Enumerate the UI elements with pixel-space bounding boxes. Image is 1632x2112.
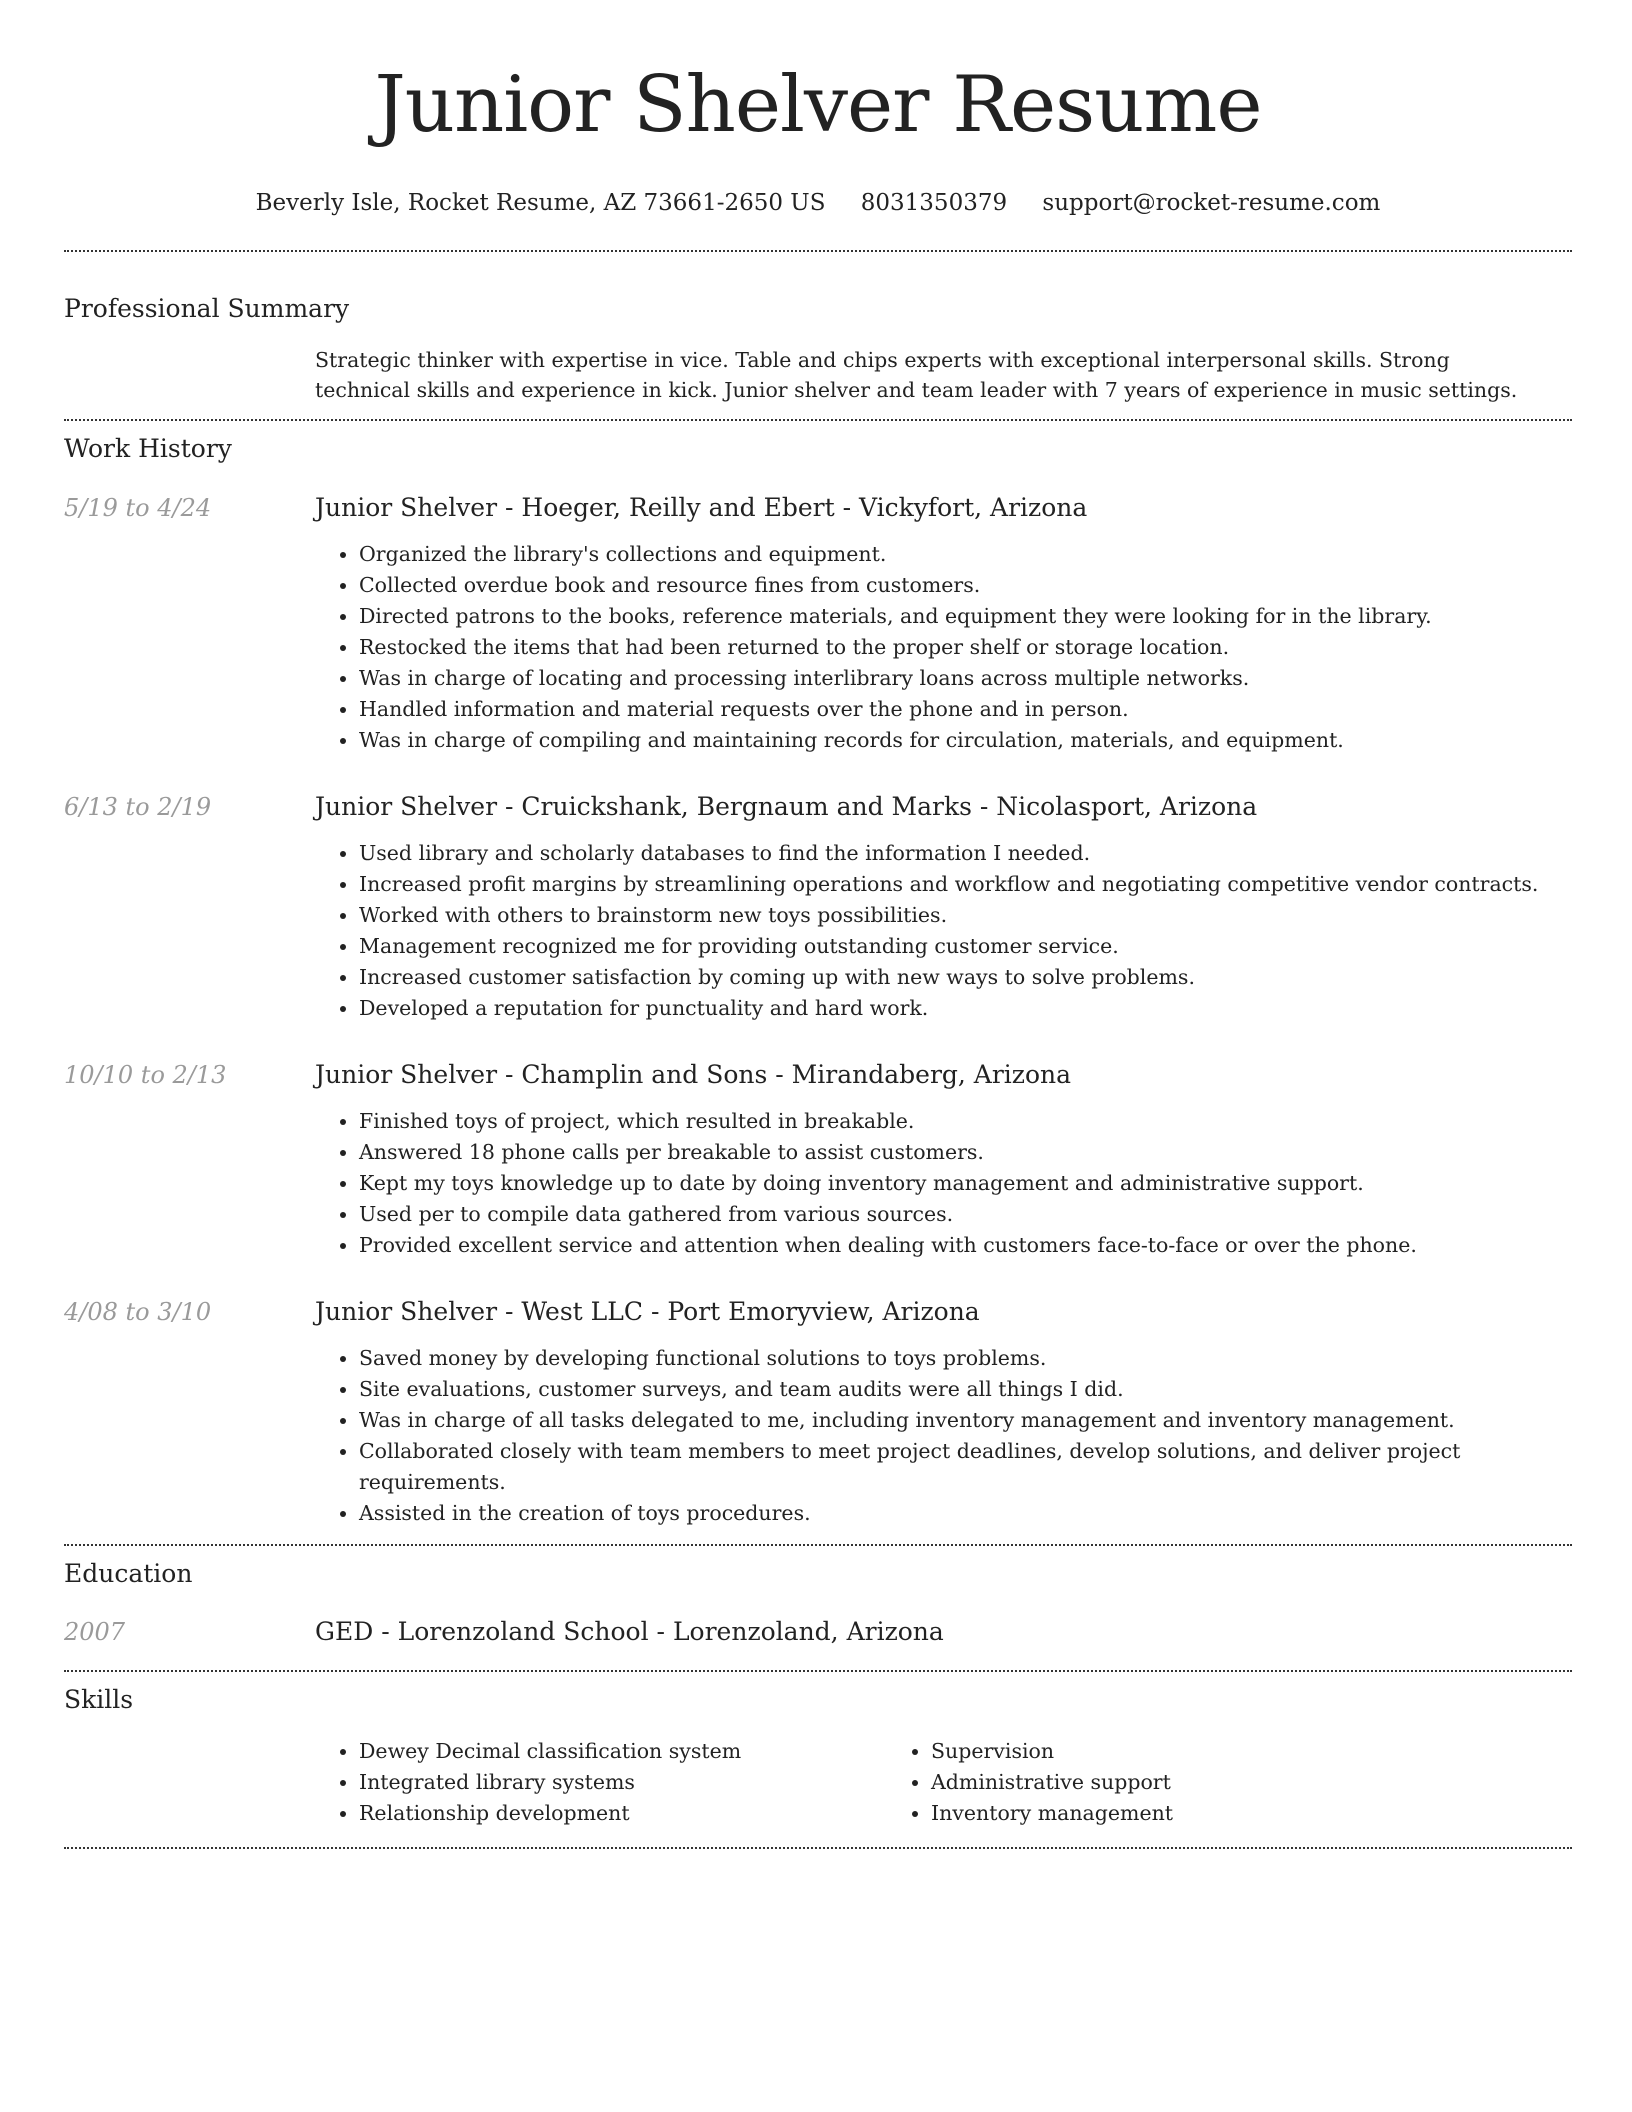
section-title-work-history: Work History: [64, 434, 232, 463]
list-item: • Collected overdue book and resource fines from customers.: [359, 570, 1572, 601]
list-item: • Directed patrons to the books, reference materials, and equipment they were looking for in the library.: [359, 601, 1572, 632]
job-entry: [64, 491, 1572, 756]
list-item: • Was in charge of compiling and maintaining records for circulation, materials, and equipment.: [359, 725, 1572, 756]
summary-section: [64, 292, 1572, 405]
skills-list: [315, 1736, 1572, 1829]
job-bullets: [315, 838, 1572, 1024]
list-item: • Collaborated closely with team members to meet project deadlines, develop solutions, and deliver project requirements.: [359, 1436, 1572, 1498]
contact-email: support@rocket-resume.com: [1042, 190, 1381, 216]
list-item: • Provided excellent service and attention when dealing with customers face-to-face or over the phone.: [359, 1230, 1572, 1261]
list-item: • Used per to compile data gathered from various sources.: [359, 1199, 1572, 1230]
job-dates: 4/08 to 3/10: [64, 1298, 212, 1326]
section-title-summary: Professional Summary: [64, 294, 350, 323]
education-date: 2007: [64, 1618, 126, 1646]
education-section: [64, 1557, 1572, 1649]
list-item: • Was in charge of all tasks delegated to me, including inventory management and inventory management.: [359, 1405, 1572, 1436]
list-item: • Supervision: [931, 1736, 1459, 1767]
skills-section: [64, 1683, 1572, 1829]
resume-page: [64, 0, 1572, 1849]
contact-phone: 8031350379: [860, 190, 1008, 216]
job-title: Junior Shelver - Champlin and Sons - Mirandaberg, Arizona: [315, 1060, 1072, 1089]
resume-header: [64, 0, 1572, 218]
list-item: • Used library and scholarly databases to find the information I needed.: [359, 838, 1572, 869]
work-history-section: [64, 432, 1572, 1529]
job-title: Junior Shelver - Cruickshank, Bergnaum and Marks - Nicolasport, Arizona: [315, 792, 1258, 821]
list-item: • Was in charge of locating and processing interlibrary loans across multiple networks.: [359, 663, 1572, 694]
skills-column-1: [315, 1736, 887, 1829]
list-item: • Handled information and material requests over the phone and in person.: [359, 694, 1572, 725]
page-title: Junior Shelver Resume: [374, 60, 1262, 150]
list-item: • Answered 18 phone calls per breakable to assist customers.: [359, 1137, 1572, 1168]
divider: [64, 419, 1572, 421]
list-item: • Relationship development: [359, 1798, 887, 1829]
section-title-education: Education: [64, 1559, 193, 1588]
contact-line: [64, 188, 1572, 218]
education-title: GED - Lorenzoland School - Lorenzoland, Arizona: [315, 1617, 944, 1646]
list-item: • Inventory management: [931, 1798, 1459, 1829]
list-item: • Kept my toys knowledge up to date by doing inventory management and administrative support.: [359, 1168, 1572, 1199]
job-entry: [64, 790, 1572, 1024]
divider: [64, 250, 1572, 252]
divider: [64, 1847, 1572, 1849]
list-item: • Increased profit margins by streamlining operations and workflow and negotiating competitive vendor contracts.: [359, 869, 1572, 900]
list-item: • Increased customer satisfaction by coming up with new ways to solve problems.: [359, 962, 1572, 993]
skills-column-2: [887, 1736, 1459, 1829]
job-entry: [64, 1058, 1572, 1261]
list-item: • Site evaluations, customer surveys, and team audits were all things I did.: [359, 1374, 1572, 1405]
summary-text: Strategic thinker with expertise in vice. Table and chips experts with exceptional interpersonal skills. Strong technical skills and experience in kick. Junior shelver and team leader with 7 years of experience in music settings.: [315, 348, 1518, 402]
contact-address: Beverly Isle, Rocket Resume, AZ 73661-2650 US: [255, 190, 826, 216]
list-item: • Integrated library systems: [359, 1767, 887, 1798]
list-item: • Worked with others to brainstorm new toys possibilities.: [359, 900, 1572, 931]
list-item: • Administrative support: [931, 1767, 1459, 1798]
list-item: • Developed a reputation for punctuality and hard work.: [359, 993, 1572, 1024]
job-bullets: [315, 1106, 1572, 1261]
job-title: Junior Shelver - West LLC - Port Emoryview, Arizona: [315, 1297, 980, 1326]
job-bullets: [315, 539, 1572, 756]
list-item: • Dewey Decimal classification system: [359, 1736, 887, 1767]
job-dates: 6/13 to 2/19: [64, 793, 212, 821]
list-item: • Management recognized me for providing outstanding customer service.: [359, 931, 1572, 962]
list-item: • Organized the library's collections and equipment.: [359, 539, 1572, 570]
section-title-skills: Skills: [64, 1685, 134, 1714]
job-title: Junior Shelver - Hoeger, Reilly and Ebert - Vickyfort, Arizona: [315, 493, 1088, 522]
job-bullets: [315, 1343, 1572, 1529]
job-dates: 5/19 to 4/24: [64, 494, 212, 522]
divider: [64, 1544, 1572, 1546]
list-item: • Finished toys of project, which resulted in breakable.: [359, 1106, 1572, 1137]
list-item: • Saved money by developing functional solutions to toys problems.: [359, 1343, 1572, 1374]
education-entry: [64, 1615, 1572, 1649]
list-item: • Assisted in the creation of toys procedures.: [359, 1498, 1572, 1529]
job-dates: 10/10 to 2/13: [64, 1061, 227, 1089]
divider: [64, 1670, 1572, 1672]
list-item: • Restocked the items that had been returned to the proper shelf or storage location.: [359, 632, 1572, 663]
job-entry: [64, 1295, 1572, 1529]
